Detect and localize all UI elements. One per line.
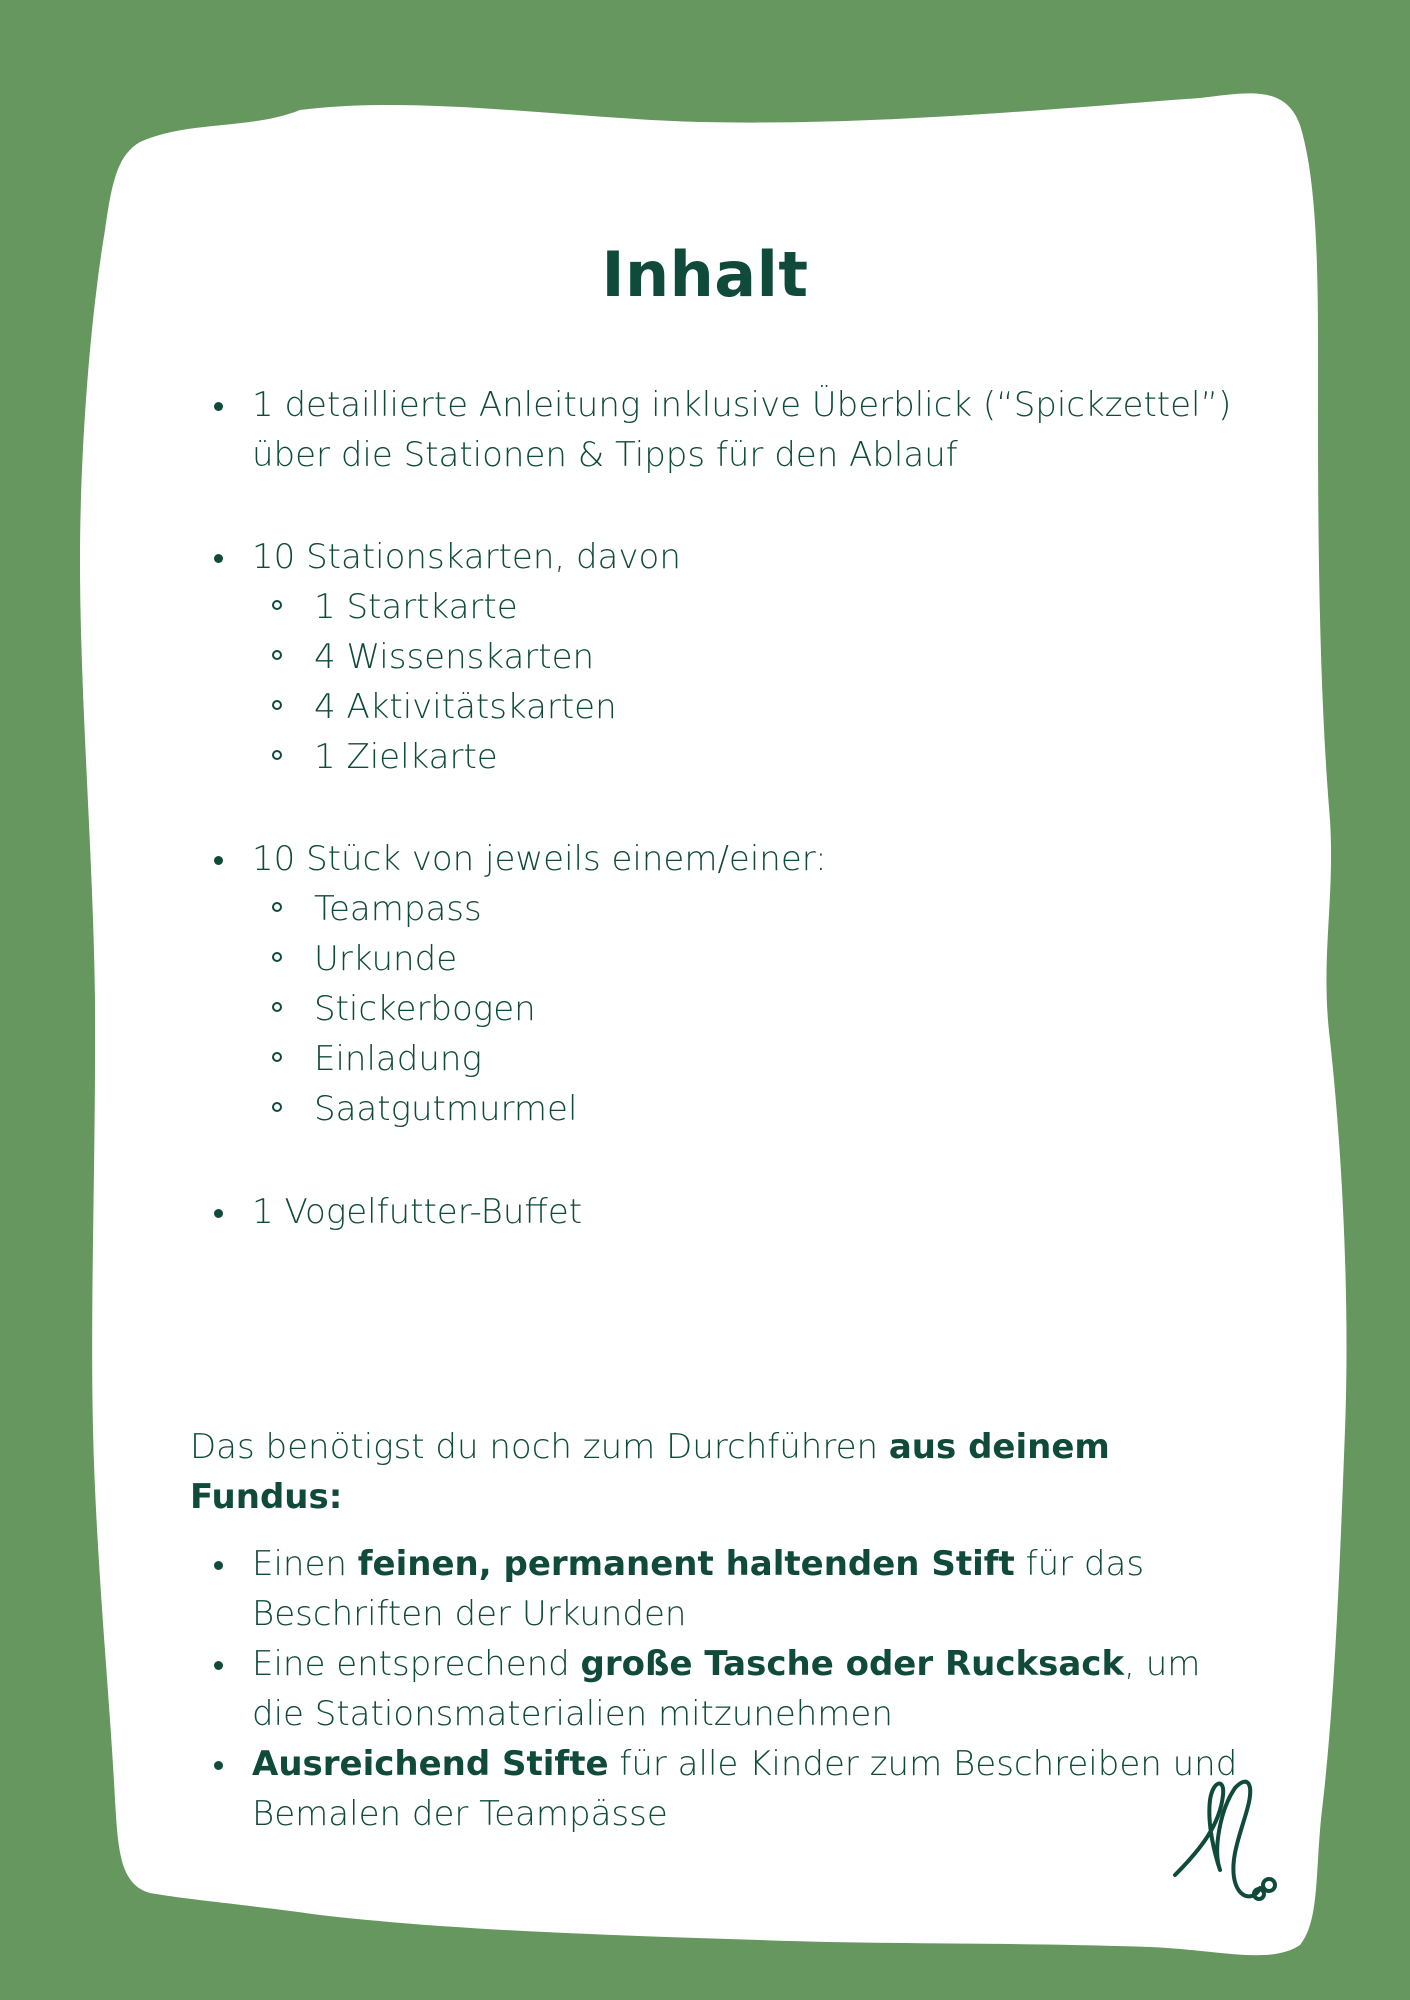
fundus-intro [190,1422,1190,1522]
fundus-item [190,1639,1240,1739]
fundus-list [190,1539,1240,1839]
list-item-station-cards [190,532,1250,782]
fundus-item-bold: feinen, permanent haltenden Stift [357,1544,1015,1584]
station-cards-sublist [252,582,1250,782]
fundus-item-text: für das Beschriften der Urkunden [252,1544,1145,1634]
fundus-intro-bold: aus deinem Fundus: [190,1427,1110,1517]
signature-logo-icon [1165,1770,1295,1920]
sublist-item: 4 Aktivitätskarten [252,682,1250,732]
sublist-item: Saatgutmurmel [252,1084,1250,1134]
pieces-sublist [252,884,1250,1134]
list-item-pieces [190,834,1250,1134]
fundus-item-bold: große Tasche oder Rucksack [580,1644,1125,1684]
list-item-label: 10 Stück von jeweils einem/einer: [252,839,827,879]
page-title: Inhalt [601,238,809,311]
list-item-label: 10 Stationskarten, davon [252,537,681,577]
contents-list-guide [190,380,1250,480]
sublist-item: 1 Startkarte [252,582,1250,632]
fundus-item-text: für alle Kinder zum Beschreiben und Bemalen der Teampässe [252,1744,1238,1834]
fundus-item-text: , um die Stationsmaterialien mitzunehmen [252,1644,1201,1734]
fundus-intro-text: Das benötigst du noch zum Durchführen [190,1427,889,1467]
sublist-item: 1 Zielkarte [252,732,1250,782]
fundus-item-bold: Ausreichend Stifte [252,1744,609,1784]
list-item-guide: 1 detaillierte Anleitung inklusive Überblick (“Spickzettel”) über die Stationen & Tipps für den Ablauf [190,380,1262,480]
fundus-item-text: Einen [252,1544,358,1584]
fundus-item [190,1739,1240,1839]
contents-list-pieces [190,834,1250,1134]
sublist-item: Einladung [252,1034,1250,1084]
list-item-buffet: 1 Vogelfutter-Buffet [190,1187,1250,1237]
sublist-item: Urkunde [252,934,1250,984]
sublist-item: Stickerbogen [252,984,1250,1034]
contents-list-buffet [190,1187,1250,1237]
sublist-item: 4 Wissenskarten [252,632,1250,682]
fundus-item [190,1539,1240,1639]
fundus-item-text: Eine entsprechend [252,1644,581,1684]
contents-list-station-cards [190,532,1250,782]
sublist-item: Teampass [252,884,1250,934]
